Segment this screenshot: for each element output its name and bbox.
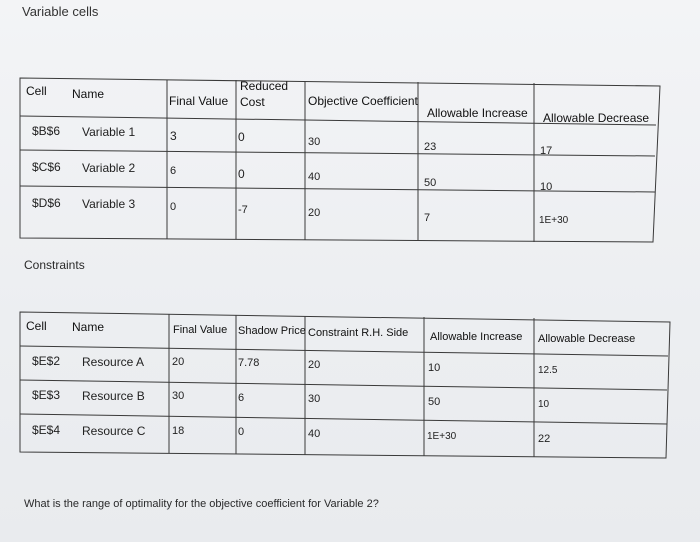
var-row3-objective-coefficient: 20 (308, 207, 321, 219)
page-title: Variable cells (22, 4, 99, 19)
var-row2-allowable-decrease: 10 (540, 181, 553, 193)
var-header-reduced-cost-1: Reduced (240, 79, 289, 93)
con-row2-allowable-increase: 50 (428, 396, 441, 408)
con-row2-shadow-price: 6 (238, 392, 245, 404)
var-header-allowable-increase: Allowable Increase (427, 106, 528, 120)
con-row3-allowable-increase: 1E+30 (427, 431, 457, 442)
var-header-reduced-cost-2: Cost (240, 95, 265, 109)
var-row3-allowable-decrease: 1E+30 (539, 215, 569, 226)
con-header-name: Name (72, 320, 105, 334)
var-row1-name: Variable 1 (82, 125, 136, 139)
con-row3-constraint-rhs: 40 (308, 428, 321, 440)
constraints-label: Constraints (24, 258, 85, 272)
con-row3-final-value: 18 (172, 425, 185, 437)
con-row1-constraint-rhs: 20 (308, 359, 321, 371)
con-row1-shadow-price: 7.78 (238, 357, 260, 369)
con-row1-final-value: 20 (172, 356, 185, 368)
con-header-constraint-rhs: Constraint R.H. Side (308, 327, 409, 339)
con-row3-allowable-decrease: 22 (538, 433, 551, 445)
con-header-shadow-price: Shadow Price (238, 325, 306, 337)
var-row1-cell: $B$6 (32, 124, 61, 138)
con-row2-final-value: 30 (172, 390, 185, 402)
con-header-allowable-decrease: Allowable Decrease (538, 333, 636, 345)
con-header-allowable-increase: Allowable Increase (430, 331, 523, 343)
var-row2-allowable-increase: 50 (424, 177, 437, 189)
con-row3-name: Resource C (82, 424, 146, 438)
var-row2-objective-coefficient: 40 (308, 171, 321, 183)
var-header-objective-coefficient: Objective Coefficient (308, 94, 418, 108)
var-row1-reduced-cost: 0 (238, 130, 245, 144)
var-row2-final-value: 6 (170, 165, 177, 177)
con-row3-shadow-price: 0 (238, 426, 245, 438)
con-row3-cell: $E$4 (32, 423, 61, 437)
con-row1-allowable-decrease: 12.5 (538, 365, 558, 376)
var-row2-cell: $C$6 (32, 160, 61, 174)
con-header-final-value: Final Value (173, 324, 228, 336)
con-row2-allowable-decrease: 10 (538, 399, 550, 410)
con-row1-cell: $E$2 (32, 354, 61, 368)
var-row3-cell: $D$6 (32, 196, 61, 210)
question-text: What is the range of optimality for the objective coefficient for Variable 2? (24, 498, 379, 510)
var-header-allowable-decrease: Allowable Decrease (543, 111, 650, 125)
con-header-cell: Cell (26, 319, 47, 333)
con-row2-cell: $E$3 (32, 388, 61, 402)
var-row3-allowable-increase: 7 (424, 212, 431, 224)
var-row2-reduced-cost: 0 (238, 167, 245, 181)
var-row1-final-value: 3 (170, 129, 177, 143)
var-header-final-value: Final Value (169, 94, 229, 108)
con-row1-allowable-increase: 10 (428, 362, 441, 374)
con-row2-constraint-rhs: 30 (308, 393, 321, 405)
var-row1-objective-coefficient: 30 (308, 136, 321, 148)
var-row3-final-value: 0 (170, 201, 177, 213)
con-row2-name: Resource B (82, 389, 145, 403)
var-header-name: Name (72, 87, 105, 101)
con-row1-name: Resource A (82, 355, 145, 369)
var-row2-name: Variable 2 (82, 161, 136, 175)
var-row1-allowable-increase: 23 (424, 141, 437, 153)
var-row3-name: Variable 3 (82, 197, 136, 211)
var-header-cell: Cell (26, 84, 47, 98)
var-row1-allowable-decrease: 17 (540, 145, 553, 157)
var-row3-reduced-cost: -7 (238, 204, 248, 216)
